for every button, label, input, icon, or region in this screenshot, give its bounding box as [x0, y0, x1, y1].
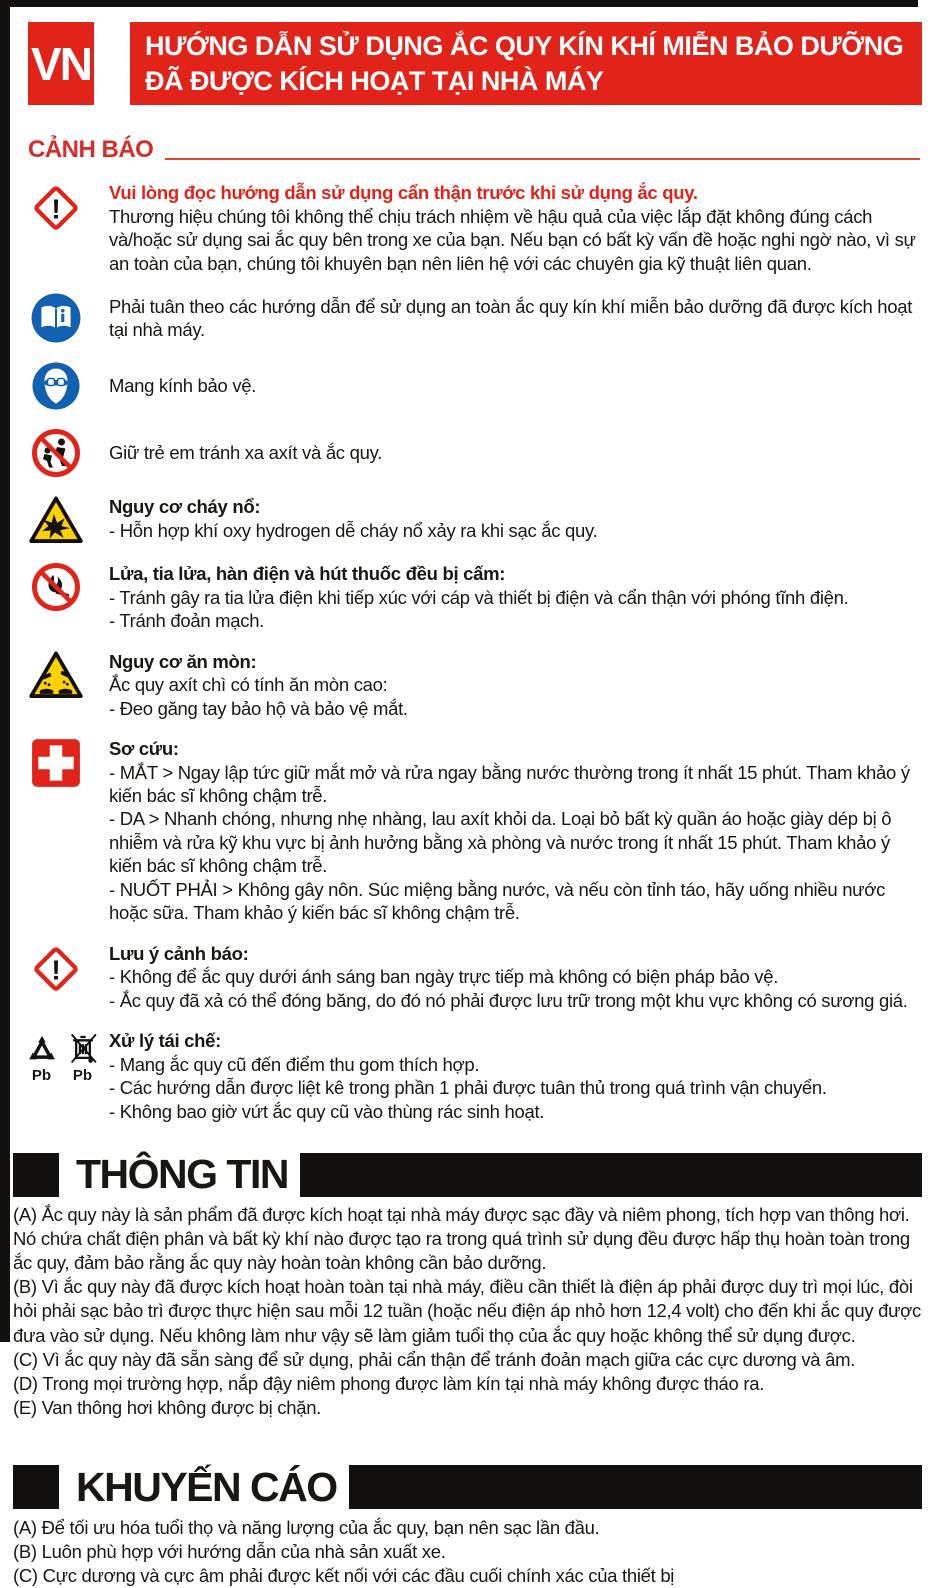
warning-item-line: - MẮT > Ngay lập tức giữ mắt mở và rửa ngay bằng nước thường trong ít nhất 15 phút. Tham khảo ý kiến bác sĩ không chậm trễ.: [109, 761, 910, 806]
ghs-exclamation-icon: [28, 942, 84, 1012]
warning-item-text: [109, 650, 922, 720]
warning-item: [28, 181, 922, 275]
section-square-marker: [13, 1153, 59, 1197]
first-aid-icon: [28, 737, 84, 925]
recommend-body: [13, 1516, 922, 1588]
safety-goggles-icon: [28, 361, 84, 411]
page-title-line-2: ĐÃ ĐƯỢC KÍCH HOẠT TẠI NHÀ MÁY: [145, 66, 604, 97]
recommend-section: [13, 1464, 922, 1588]
warning-heading-rule: [165, 158, 920, 160]
info-item: (B) Vì ắc quy này đã được kích hoạt hoàn toàn tại nhà máy, điều cần thiết là điện áp phải được duy trì mọi lúc, đòi hỏi phải sạc bảo trì được thực hiện sau mỗi 12 tuần (hoặc nếu điện áp nhỏ hơn 12,4 volt) cho đến khi ắc quy được đưa vào sử dụng. Nếu không làm như vậy sẽ làm giảm tuổi thọ của ắc quy hoặc không thể sử dụng được.: [13, 1276, 921, 1346]
section-header-bar: [349, 1465, 922, 1509]
recommend-heading: KHUYẾN CÁO: [76, 1463, 337, 1510]
info-heading: THÔNG TIN: [76, 1151, 288, 1198]
warning-item-title: Sơ cứu:: [109, 738, 179, 760]
warning-item-title: Lửa, tia lửa, hàn điện và hút thuốc đều bị cấm:: [109, 563, 506, 585]
top-edge-bar: [0, 0, 918, 7]
pb-label: Pb: [31, 1067, 52, 1085]
svg-text:!: !: [51, 954, 61, 986]
warning-item-text: [109, 374, 922, 397]
warning-item-title: Vui lòng đọc hướng dẫn sử dụng cẩn thận trước khi sử dụng ắc quy.: [109, 182, 698, 204]
warning-item: [28, 361, 922, 411]
warning-item-line: - Không để ắc quy dưới ánh sáng ban ngày trực tiếp mà không có biện pháp bảo vệ.: [109, 966, 779, 988]
warning-item-line: Ắc quy axít chì có tính ăn mòn cao:: [109, 674, 388, 696]
warning-item-line: - DA > Nhanh chóng, nhưng nhẹ nhàng, lau axít khỏi da. Loại bỏ bất kỳ quần áo hoặc giày dép bị ô nhiễm và rửa kỹ khu vực bị ảnh hưởng bằng xà phòng và nước trong ít nhất 15 phút. Tham khảo ý kiến bác sĩ không chậm trễ.: [109, 808, 892, 877]
ghs-exclamation-icon: [28, 181, 84, 275]
page-title-line-1: HƯỚNG DẪN SỬ DỤNG ẮC QUY KÍN KHÍ MIỄN BẢO DƯỠNG: [145, 31, 904, 61]
warning-item-line: - Mang ắc quy cũ đến điểm thu gom thích hợp.: [109, 1053, 480, 1075]
warning-item: [28, 942, 922, 1012]
recommend-item: (A) Để tối ưu hóa tuổi thọ và năng lượng của ắc quy, bạn nên sạc lần đầu.: [13, 1516, 600, 1538]
warning-item-line: - Hỗn hợp khí oxy hydrogen dễ cháy nổ xảy ra khi sạc ắc quy.: [109, 519, 598, 541]
warning-item-title: Xử lý tái chế:: [109, 1030, 222, 1052]
info-item: (A) Ắc quy này là sản phẩm đã được kích hoạt tại nhà máy được sạc đầy và niêm phong, tích hợp van thông hơi. Nó chứa chất điện phân và bất kỳ khí nào được tạo ra trong quá trình sử dụng đều được hấp thụ hoàn toàn trong ắc quy, đảm bảo rằng ắc quy này hoàn toàn không cần bảo dưỡng.: [13, 1204, 910, 1274]
warning-heading-label: CẢNH BÁO: [28, 136, 154, 164]
keep-children-away-icon: [28, 428, 84, 478]
warning-item-line: - Không bao giờ vứt ắc quy cũ vào thùng rác sinh hoạt.: [109, 1100, 545, 1122]
warning-item-title: Lưu ý cảnh báo:: [109, 942, 249, 964]
pb-label: Pb: [72, 1067, 93, 1085]
warning-item-text: [109, 562, 922, 632]
no-trash-bin-icon: [64, 1029, 102, 1123]
read-manual-icon: [28, 292, 84, 344]
warning-item-line: Mang kính bảo vệ.: [109, 375, 257, 397]
warning-item-text: [109, 495, 922, 545]
warning-item-text: [109, 1029, 922, 1123]
warning-item-line: - Tránh gây ra tia lửa điện khi tiếp xúc với cáp và thiết bị điện và cẩn thận với phóng tĩnh điện.: [109, 586, 849, 608]
warning-item-line: Phải tuân theo các hướng dẫn để sử dụng an toàn ắc quy kín khí miễn bảo dưỡng đã được kích hoạt tại nhà máy.: [109, 295, 913, 341]
section-header-bar: [300, 1153, 922, 1197]
warning-item-title: Nguy cơ ăn mòn:: [109, 650, 257, 672]
info-section: [13, 1151, 922, 1419]
info-item: (D) Trong mọi trường hợp, nắp đậy niêm phong được làm kín tại nhà máy không được tháo ra.: [13, 1372, 765, 1394]
warning-item-title: Nguy cơ cháy nổ:: [109, 496, 261, 518]
recommend-item: (B) Luôn phù hợp với hướng dẫn của nhà sản xuất xe.: [13, 1540, 446, 1562]
warning-item-line: Thương hiệu chúng tôi không thể chịu trách nhiệm về hậu quả của việc lắp đặt không đúng cách và/hoặc sử dụng sai ắc quy bên trong xe của bạn. Nếu bạn có bất kỳ vấn đề hoặc nghi ngờ nào, vì sự an toàn của bạn, chúng tôi khuyên bạn nên liên hệ với các chuyên gia kỹ thuật liên quan.: [109, 205, 916, 274]
warning-item-line: Giữ trẻ em tránh xa axít và ắc quy.: [109, 442, 382, 464]
page-title: [130, 22, 922, 105]
warning-item: [28, 650, 922, 720]
warning-item-text: [109, 181, 922, 275]
warning-item-line: - NUỐT PHẢI > Không gây nôn. Súc miệng bằng nước, và nếu còn tỉnh táo, hãy uống nhiều nước hoặc sữa. Tham khảo ý kiến bác sĩ không chậm trễ.: [109, 878, 886, 924]
explosion-hazard-icon: [28, 495, 84, 545]
warning-section-heading: [28, 136, 922, 164]
warning-item: [28, 737, 922, 925]
warning-item: [28, 428, 922, 478]
warning-item: [28, 562, 922, 632]
warning-item-text: [109, 737, 922, 925]
section-square-marker: [13, 1465, 59, 1509]
recommend-item: (C) Cực dương và cực âm phải được kết nối với các đầu cuối chính xác của thiết bị: [13, 1564, 675, 1586]
info-section-header: [13, 1151, 922, 1198]
recycle-symbol-icon: [23, 1029, 61, 1123]
left-edge-bar: [0, 0, 10, 1342]
warning-item: [28, 1029, 922, 1123]
warning-item-line: - Ắc quy đã xả có thể đóng băng, do đó nó phải được lưu trữ trong một khu vực không có sương giá.: [109, 989, 908, 1011]
warning-item-line: - Đeo găng tay bảo hộ và bảo vệ mắt.: [109, 697, 408, 719]
svg-text:!: !: [51, 193, 61, 225]
info-body: [13, 1203, 922, 1419]
warning-item-text: [109, 295, 922, 342]
no-fire-icon: [28, 562, 84, 632]
warning-item: [28, 495, 922, 545]
header: [28, 22, 922, 105]
warning-item-line: - Các hướng dẫn được liệt kê trong phần 1 phải được tuân thủ trong quá trình vận chuyển.: [109, 1077, 827, 1099]
info-item: (E) Van thông hơi không được bị chặn.: [13, 1396, 322, 1418]
corrosion-hazard-icon: [28, 650, 84, 720]
warning-item-line: - Tránh đoản mạch.: [109, 610, 265, 632]
warning-item: [28, 292, 922, 344]
language-badge: VN: [28, 22, 94, 105]
warning-item-text: [109, 441, 922, 464]
info-item: (C) Vì ắc quy này đã sẵn sàng để sử dụng, phải cẩn thận để tránh đoản mạch giữa các cực dương và âm.: [13, 1348, 856, 1370]
recommend-section-header: [13, 1464, 922, 1511]
warning-item-text: [109, 942, 922, 1012]
recycle-pb-icon: [28, 1029, 104, 1123]
page-content: [13, 22, 922, 1588]
